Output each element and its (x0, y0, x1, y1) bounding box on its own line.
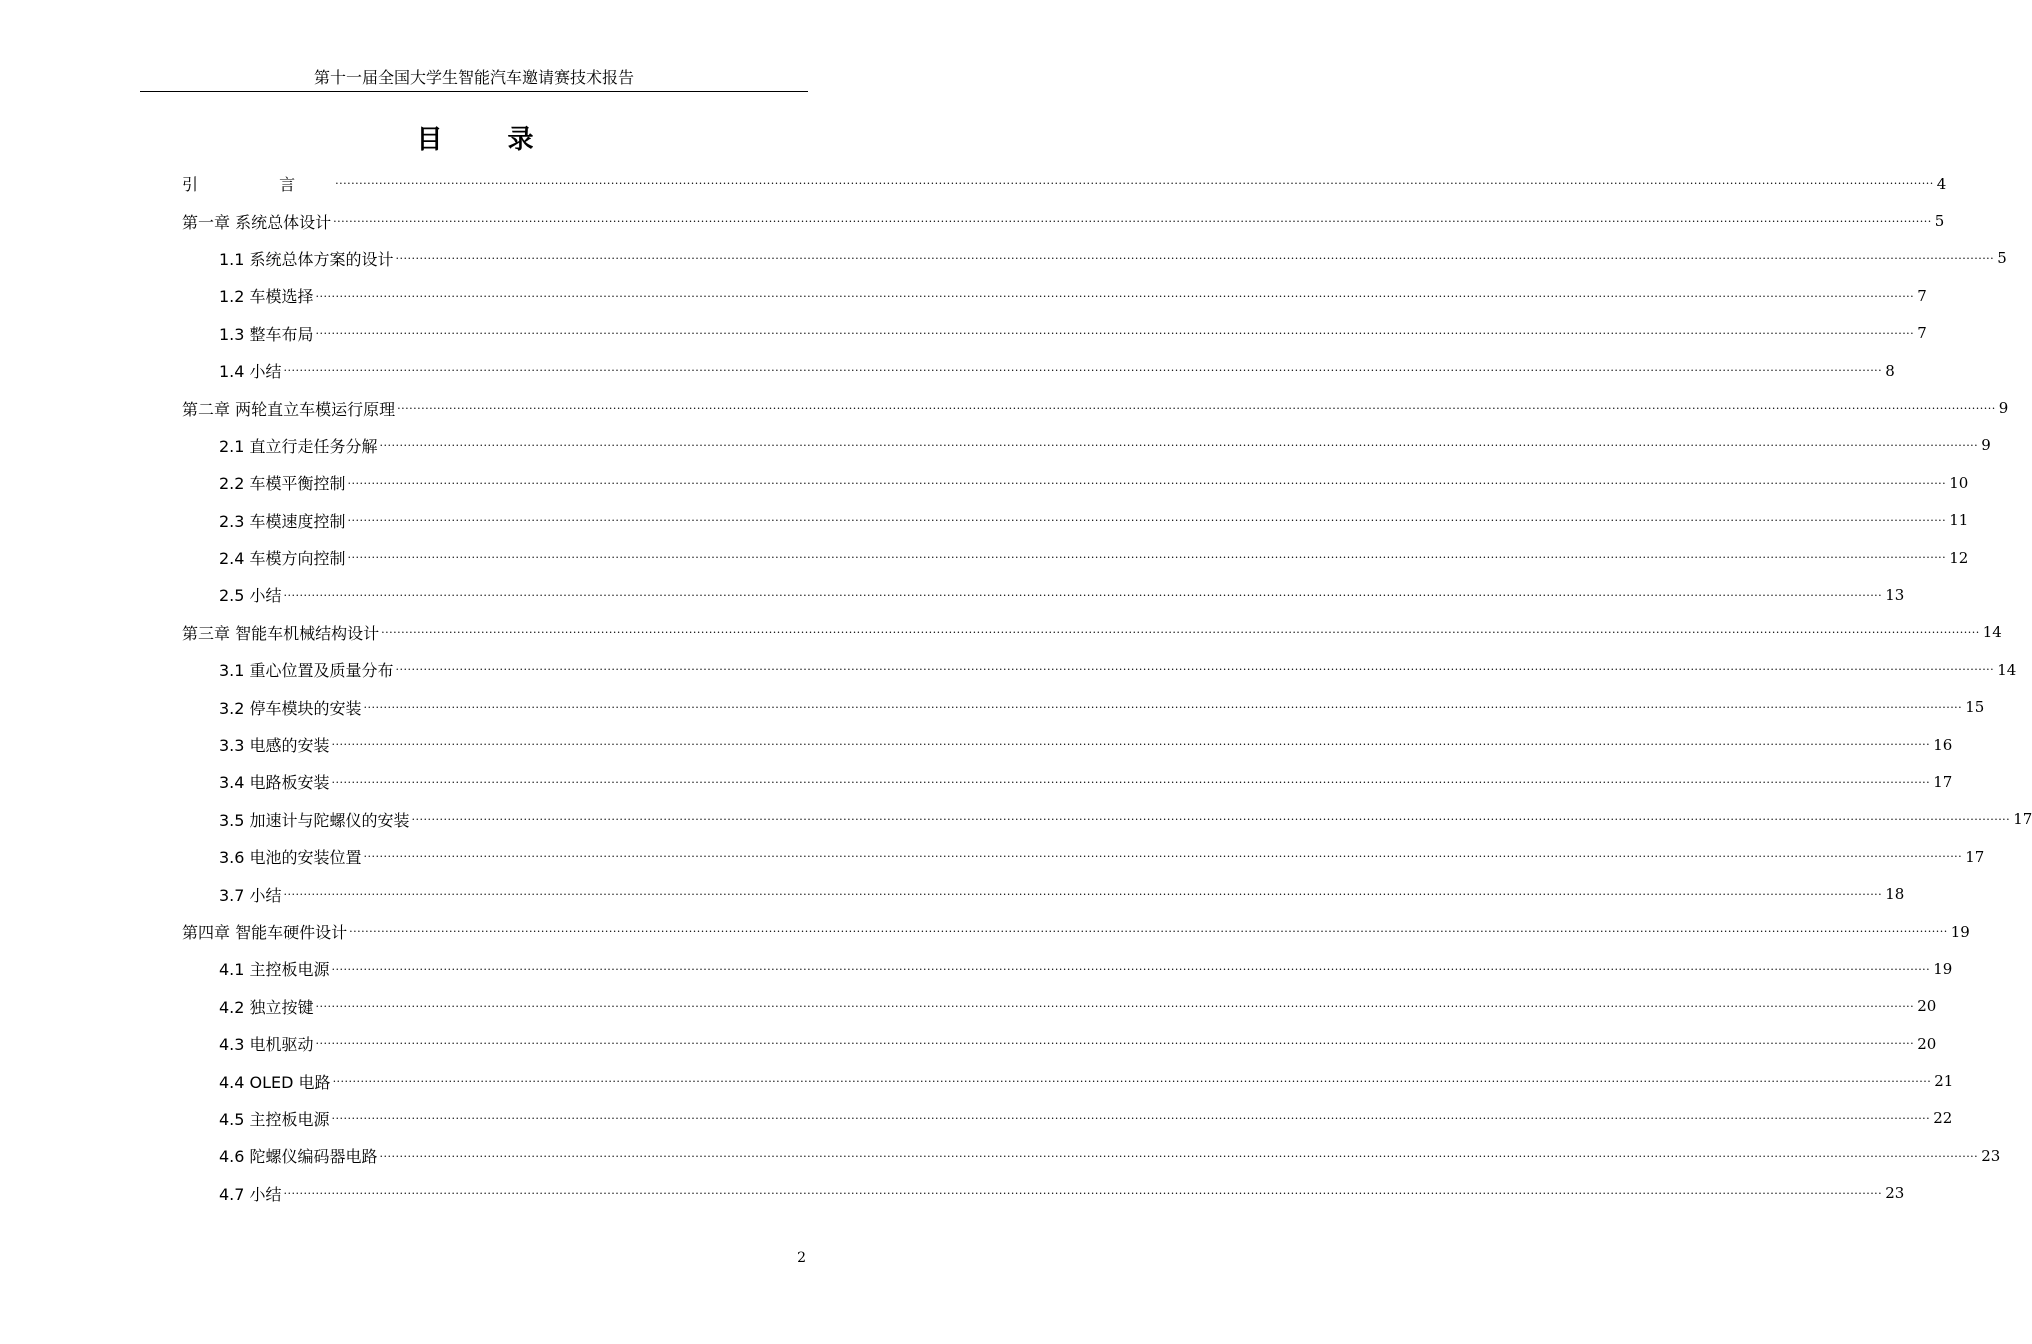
toc-entry-page: 13 (1885, 585, 1905, 604)
toc-entry-label: 1.3 整车布局 (219, 324, 314, 344)
dot-leader: ................................................................................................................................................................................................................................................................................................................................................................................................................ (315, 996, 1915, 1010)
dot-leader: ................................................................................................................................................................................................................................................................................................................................................................................................................ (283, 585, 1883, 599)
toc-entry-label: 3.2 停车模块的安装 (219, 698, 362, 718)
toc-entry[interactable] (0, 240, 2007, 277)
toc-entry[interactable] (0, 502, 1969, 539)
toc-entry-page: 10 (1949, 473, 1969, 492)
toc-entry[interactable] (0, 539, 1969, 576)
toc-entry-page: 7 (1917, 324, 1927, 343)
toc-entry-label: 4.3 电机驱动 (219, 1035, 314, 1055)
toc-entry-label: 1.1 系统总体方案的设计 (219, 249, 394, 269)
toc-entry-page: 19 (1933, 959, 1953, 978)
toc-entry-page: 17 (1933, 772, 1953, 791)
toc-entry[interactable] (0, 1062, 1954, 1099)
toc-entry-label: 4.6 陀螺仪编码器电路 (219, 1147, 378, 1167)
toc-entry-label: 2.3 车模速度控制 (219, 511, 346, 531)
dot-leader: ................................................................................................................................................................................................................................................................................................................................................................................................................ (347, 510, 1947, 524)
toc-entry[interactable] (0, 651, 2017, 688)
dot-leader: ................................................................................................................................................................................................................................................................................................................................................................................................................ (333, 211, 1932, 225)
toc-entry[interactable] (0, 913, 1970, 950)
dot-leader: ................................................................................................................................................................................................................................................................................................................................................................................................................ (347, 473, 1947, 487)
toc-entry[interactable] (0, 165, 1947, 202)
toc-entry-page: 7 (1917, 286, 1927, 305)
toc-entry[interactable] (0, 1025, 1937, 1062)
toc-entry[interactable] (0, 801, 2032, 838)
toc-entry-label: 3.6 电池的安装位置 (219, 848, 362, 868)
toc-entry-page: 21 (1934, 1072, 1954, 1091)
toc-entry[interactable] (0, 427, 1991, 464)
toc-entry-label: 第四章 智能车硬件设计 (182, 923, 348, 942)
toc-entry-label: 3.1 重心位置及质量分布 (219, 661, 394, 681)
toc-entry[interactable] (0, 988, 1937, 1025)
toc-entry-page: 17 (1965, 847, 1985, 866)
toc-entry-label: 1.4 小结 (219, 362, 282, 382)
toc-entry-label: 引 言 (182, 175, 334, 195)
table-of-contents (0, 165, 2032, 1212)
toc-entry-label: 3.3 电感的安装 (219, 736, 330, 756)
page-number: 2 (797, 1250, 806, 1266)
toc-entry[interactable] (0, 614, 2002, 651)
header-rule (140, 91, 808, 92)
toc-entry-page: 12 (1949, 548, 1969, 567)
toc-entry-page: 20 (1917, 997, 1937, 1016)
toc-entry-page: 23 (1981, 1146, 2001, 1165)
dot-leader: ................................................................................................................................................................................................................................................................................................................................................................................................................ (283, 361, 1883, 375)
page-title: 目 录 (416, 125, 562, 155)
dot-leader: ................................................................................................................................................................................................................................................................................................................................................................................................................ (332, 1071, 1932, 1085)
toc-entry-label: 4.1 主控板电源 (219, 960, 330, 980)
dot-leader: ................................................................................................................................................................................................................................................................................................................................................................................................................ (395, 660, 1995, 674)
dot-leader: ................................................................................................................................................................................................................................................................................................................................................................................................................ (379, 1146, 1979, 1160)
toc-entry[interactable] (0, 202, 1945, 239)
toc-entry-page: 4 (1936, 174, 1947, 193)
toc-entry[interactable] (0, 352, 1895, 389)
toc-entry[interactable] (0, 277, 1927, 314)
toc-entry-label: 第一章 系统总体设计 (182, 212, 332, 232)
toc-entry[interactable] (0, 1100, 1953, 1137)
toc-entry-page: 23 (1885, 1184, 1905, 1203)
toc-entry-page: 17 (2013, 810, 2032, 829)
toc-entry-label: 2.5 小结 (219, 586, 282, 606)
toc-entry[interactable] (0, 1137, 2001, 1174)
toc-entry-page: 20 (1917, 1034, 1937, 1053)
toc-entry-page: 19 (1950, 922, 1970, 941)
toc-entry-page: 14 (1982, 623, 2002, 642)
toc-entry[interactable] (0, 763, 1953, 800)
dot-leader: ................................................................................................................................................................................................................................................................................................................................................................................................................ (331, 735, 1931, 749)
toc-entry-page: 18 (1885, 885, 1905, 904)
dot-leader: ................................................................................................................................................................................................................................................................................................................................................................................................................ (315, 286, 1915, 300)
dot-leader: ................................................................................................................................................................................................................................................................................................................................................................................................................ (315, 323, 1915, 337)
dot-leader: ................................................................................................................................................................................................................................................................................................................................................................................................................ (331, 959, 1931, 973)
toc-entry[interactable] (0, 875, 1905, 912)
toc-entry-label: 2.1 直立行走任务分解 (219, 436, 378, 456)
toc-entry-page: 9 (1998, 399, 2009, 418)
dot-leader: ................................................................................................................................................................................................................................................................................................................................................................................................................ (315, 1034, 1915, 1048)
toc-entry-label: 4.2 独立按键 (219, 997, 314, 1017)
toc-entry[interactable] (0, 576, 1905, 613)
toc-entry-label: 3.5 加速计与陀螺仪的安装 (219, 810, 410, 830)
toc-entry-label: 4.5 主控板电源 (219, 1109, 330, 1129)
dot-leader: ................................................................................................................................................................................................................................................................................................................................................................................................................ (381, 623, 1980, 637)
toc-entry[interactable] (0, 726, 1953, 763)
running-header: 第十一届全国大学生智能汽车邀请赛技术报告 (313, 68, 634, 87)
dot-leader: ................................................................................................................................................................................................................................................................................................................................................................................................................ (363, 847, 1963, 861)
toc-entry-page: 9 (1981, 436, 1991, 455)
dot-leader: ................................................................................................................................................................................................................................................................................................................................................................................................................ (395, 249, 1995, 263)
toc-entry-page: 16 (1933, 735, 1953, 754)
dot-leader: ................................................................................................................................................................................................................................................................................................................................................................................................................ (331, 1109, 1931, 1123)
toc-entry[interactable] (0, 464, 1969, 501)
toc-entry-page: 5 (1997, 249, 2007, 268)
toc-entry-page: 8 (1885, 361, 1895, 380)
dot-leader: ................................................................................................................................................................................................................................................................................................................................................................................................................ (335, 174, 1934, 188)
dot-leader: ................................................................................................................................................................................................................................................................................................................................................................................................................ (411, 810, 2011, 824)
toc-entry[interactable] (0, 950, 1953, 987)
toc-entry[interactable] (0, 389, 2009, 426)
dot-leader: ................................................................................................................................................................................................................................................................................................................................................................................................................ (397, 398, 1996, 412)
dot-leader: ................................................................................................................................................................................................................................................................................................................................................................................................................ (379, 436, 1979, 450)
dot-leader: ................................................................................................................................................................................................................................................................................................................................................................................................................ (347, 548, 1947, 562)
toc-entry-page: 11 (1949, 511, 1969, 530)
toc-entry-page: 15 (1965, 698, 1985, 717)
dot-leader: ................................................................................................................................................................................................................................................................................................................................................................................................................ (363, 697, 1963, 711)
toc-entry-label: 4.7 小结 (219, 1184, 282, 1204)
toc-entry-label: 3.4 电路板安装 (219, 773, 330, 793)
toc-entry-label: 2.2 车模平衡控制 (219, 474, 346, 494)
toc-entry-label: 3.7 小结 (219, 885, 282, 905)
toc-entry-page: 14 (1997, 660, 2017, 679)
toc-entry-label: 第三章 智能车机械结构设计 (182, 623, 380, 643)
dot-leader: ................................................................................................................................................................................................................................................................................................................................................................................................................ (331, 772, 1931, 786)
toc-entry-page: 22 (1933, 1109, 1953, 1128)
toc-entry[interactable] (0, 688, 1985, 725)
dot-leader: ................................................................................................................................................................................................................................................................................................................................................................................................................ (349, 922, 1948, 936)
toc-entry[interactable] (0, 315, 1927, 352)
toc-entry[interactable] (0, 1175, 1905, 1212)
dot-leader: ................................................................................................................................................................................................................................................................................................................................................................................................................ (283, 884, 1883, 898)
toc-entry[interactable] (0, 838, 1985, 875)
toc-entry-label: 1.2 车模选择 (219, 287, 314, 307)
toc-entry-label: 2.4 车模方向控制 (219, 549, 346, 569)
dot-leader: ................................................................................................................................................................................................................................................................................................................................................................................................................ (283, 1183, 1883, 1197)
toc-entry-label: 4.4 OLED 电路 (219, 1072, 331, 1092)
toc-entry-label: 第二章 两轮直立车模运行原理 (182, 399, 396, 419)
toc-entry-page: 5 (1934, 212, 1945, 231)
